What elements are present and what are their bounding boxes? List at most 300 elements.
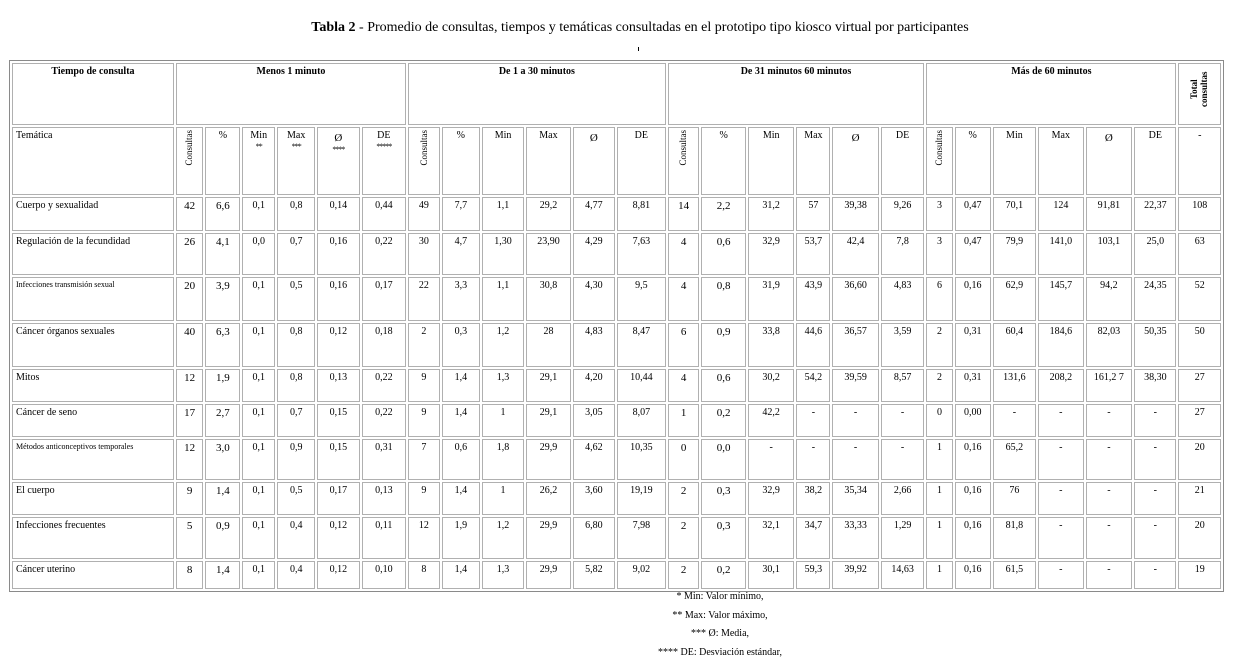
table-cell: 52 bbox=[1178, 277, 1221, 321]
footnote: ** Max: Valor máximo, bbox=[672, 609, 768, 621]
table-cell: 57 bbox=[796, 197, 830, 231]
table-cell: - bbox=[1038, 439, 1084, 480]
table-cell: 0,1 bbox=[242, 369, 275, 402]
table-cell: 1 bbox=[482, 404, 524, 437]
table-row bbox=[12, 561, 1221, 589]
table-cell: 0,17 bbox=[362, 277, 407, 321]
table-cell: 1 bbox=[926, 482, 952, 515]
table-cell: 7,7 bbox=[442, 197, 480, 231]
subheader-min-label: Min bbox=[1006, 130, 1023, 141]
header-total bbox=[1178, 63, 1221, 125]
subheader-min bbox=[482, 127, 524, 195]
row-tematica: El cuerpo bbox=[12, 482, 174, 515]
table-cell: 5 bbox=[176, 517, 204, 559]
table-cell: - bbox=[1086, 561, 1133, 589]
table-cell: 26 bbox=[176, 233, 204, 275]
table-cell: 10,44 bbox=[617, 369, 666, 402]
table-cell: 145,7 bbox=[1038, 277, 1084, 321]
table-cell: 53,7 bbox=[796, 233, 830, 275]
table-cell: 1,4 bbox=[205, 482, 240, 515]
table-cell: 2 bbox=[668, 517, 700, 559]
table-cell: 59,3 bbox=[796, 561, 830, 589]
table-cell: 19,19 bbox=[617, 482, 666, 515]
table-cell: 94,2 bbox=[1086, 277, 1133, 321]
table-cell: 4,77 bbox=[573, 197, 615, 231]
subheader-mean bbox=[573, 127, 615, 195]
header-row bbox=[12, 63, 1221, 125]
table-cell: 4,30 bbox=[573, 277, 615, 321]
table-cell: 33,33 bbox=[832, 517, 879, 559]
table-cell: 27 bbox=[1178, 369, 1221, 402]
table-cell: 65,2 bbox=[993, 439, 1036, 480]
table-cell: 124 bbox=[1038, 197, 1084, 231]
table-cell: 1,1 bbox=[482, 277, 524, 321]
table-cell: 0,1 bbox=[242, 439, 275, 480]
table-cell: 32,1 bbox=[748, 517, 795, 559]
table-cell: 1,4 bbox=[442, 369, 480, 402]
table-cell: 49 bbox=[408, 197, 440, 231]
subheader-mean bbox=[832, 127, 879, 195]
table-cell: - bbox=[1134, 482, 1176, 515]
row-tematica: Infecciones transmisión sexual bbox=[12, 277, 174, 321]
table-cell: 0,16 bbox=[317, 277, 359, 321]
table-cell: - bbox=[1086, 404, 1133, 437]
table-cell: 8,47 bbox=[617, 323, 666, 367]
table-cell: 36,57 bbox=[832, 323, 879, 367]
table-cell: 39,38 bbox=[832, 197, 879, 231]
table-cell: 0,9 bbox=[277, 439, 315, 480]
table-cell: 0,1 bbox=[242, 197, 275, 231]
table-cell: 1,3 bbox=[482, 561, 524, 589]
table-cell: - bbox=[832, 439, 879, 480]
footnote-marker: *** bbox=[291, 141, 301, 151]
table-cell: 30,1 bbox=[748, 561, 795, 589]
table-cell: 1,8 bbox=[482, 439, 524, 480]
table-cell: 81,8 bbox=[993, 517, 1036, 559]
table-cell: 0,14 bbox=[317, 197, 359, 231]
table-cell: 4 bbox=[668, 369, 700, 402]
table-cell: 0,6 bbox=[701, 233, 745, 275]
table-cell: 0,3 bbox=[442, 323, 480, 367]
table-cell: - bbox=[881, 404, 924, 437]
table-cell: 0,4 bbox=[277, 561, 315, 589]
footnote: **** DE: Desviación estándar, bbox=[657, 646, 782, 658]
table-cell: 6 bbox=[926, 277, 952, 321]
table-cell: 2 bbox=[668, 561, 700, 589]
footnote: *** Ø: Media, bbox=[690, 628, 750, 639]
table-cell: 2 bbox=[408, 323, 440, 367]
table-cell: 28 bbox=[526, 323, 570, 367]
table-cell: - bbox=[1038, 482, 1084, 515]
table-cell: 3,05 bbox=[573, 404, 615, 437]
table-cell: 36,60 bbox=[832, 277, 879, 321]
separator-mark bbox=[638, 47, 639, 51]
table-cell: 6,3 bbox=[205, 323, 240, 367]
table-cell: 30,8 bbox=[526, 277, 570, 321]
table-cell: 9 bbox=[176, 482, 204, 515]
subheader-total bbox=[1178, 127, 1221, 195]
table-cell: 0,16 bbox=[955, 517, 991, 559]
table-cell: 0,12 bbox=[317, 561, 359, 589]
table-row bbox=[12, 482, 1221, 515]
table-cell: 79,9 bbox=[993, 233, 1036, 275]
subheader-de bbox=[362, 127, 407, 195]
subheader-consultas-label: Consultas bbox=[678, 130, 689, 166]
table-cell: 0,8 bbox=[277, 369, 315, 402]
table-cell: 8 bbox=[176, 561, 204, 589]
table-cell: 4 bbox=[668, 277, 700, 321]
table-cell: 184,6 bbox=[1038, 323, 1084, 367]
table-cell: 0,31 bbox=[955, 369, 991, 402]
table-cell: 7,63 bbox=[617, 233, 666, 275]
table-cell: 0,0 bbox=[701, 439, 745, 480]
subheader-pct bbox=[205, 127, 240, 195]
table-cell: 4,7 bbox=[442, 233, 480, 275]
header-tiempo: Tiempo de consulta bbox=[12, 63, 174, 125]
table-cell: 2 bbox=[926, 323, 952, 367]
table-cell: 7 bbox=[408, 439, 440, 480]
table-cell: 0,1 bbox=[242, 561, 275, 589]
subheader-max-label: Max bbox=[287, 130, 306, 141]
table-cell: 0,00 bbox=[955, 404, 991, 437]
table-cell: 39,92 bbox=[832, 561, 879, 589]
table-cell: 2 bbox=[926, 369, 952, 402]
table-cell: 0,22 bbox=[362, 233, 407, 275]
header-group-4: Más de 60 minutos bbox=[926, 63, 1176, 125]
table-cell: 3,59 bbox=[881, 323, 924, 367]
table-title-text: - Promedio de consultas, tiempos y temáticas consultadas en el prototipo tipo kiosco virtual por participantes bbox=[355, 20, 969, 35]
subheader-tematica: Temática bbox=[12, 127, 174, 195]
table-cell: 1,2 bbox=[482, 517, 524, 559]
footnotes bbox=[560, 588, 880, 662]
mean-symbol: Ø bbox=[589, 132, 598, 144]
header-group-2: De 1 a 30 minutos bbox=[408, 63, 666, 125]
table-cell: 0,8 bbox=[701, 277, 745, 321]
table-cell: 19 bbox=[1178, 561, 1221, 589]
table-cell: 76 bbox=[993, 482, 1036, 515]
table-cell: 91,81 bbox=[1086, 197, 1133, 231]
table-cell: 0,16 bbox=[955, 561, 991, 589]
table-cell: 1,4 bbox=[205, 561, 240, 589]
table-cell: 4,20 bbox=[573, 369, 615, 402]
mean-symbol: Ø bbox=[1104, 132, 1113, 144]
table-cell: 9,02 bbox=[617, 561, 666, 589]
subheader-min-label: Min bbox=[762, 130, 780, 141]
table-cell: 0,1 bbox=[242, 323, 275, 367]
table-row bbox=[12, 233, 1221, 275]
table-cell: 42,4 bbox=[832, 233, 879, 275]
subheader-de bbox=[617, 127, 666, 195]
table-cell: 1,9 bbox=[205, 369, 240, 402]
table-cell: 9 bbox=[408, 404, 440, 437]
table-cell: 0,4 bbox=[277, 517, 315, 559]
table-cell: 7,98 bbox=[617, 517, 666, 559]
table-cell: 32,9 bbox=[748, 482, 795, 515]
subheader-consultas bbox=[408, 127, 440, 195]
row-tematica: Cuerpo y sexualidad bbox=[12, 197, 174, 231]
table-cell: 82,03 bbox=[1086, 323, 1133, 367]
subheader-pct-label: % bbox=[719, 130, 728, 141]
table-cell: 9 bbox=[408, 369, 440, 402]
header-group-1: Menos 1 minuto bbox=[176, 63, 406, 125]
table-cell: 8 bbox=[408, 561, 440, 589]
table-cell: 38,30 bbox=[1134, 369, 1176, 402]
table-cell: 1,4 bbox=[442, 482, 480, 515]
subheader-max-label: Max bbox=[804, 130, 823, 141]
subheader-max-label: Max bbox=[1051, 130, 1070, 141]
row-tematica: Regulación de la fecundidad bbox=[12, 233, 174, 275]
table-cell: 14 bbox=[668, 197, 700, 231]
subheader-min bbox=[748, 127, 795, 195]
subheader-de-label: DE bbox=[1148, 130, 1162, 141]
table-cell: - bbox=[1038, 404, 1084, 437]
table-cell: 9,5 bbox=[617, 277, 666, 321]
table-cell: 31,9 bbox=[748, 277, 795, 321]
table-cell: 42,2 bbox=[748, 404, 795, 437]
table-cell: 8,57 bbox=[881, 369, 924, 402]
table-cell: 38,2 bbox=[796, 482, 830, 515]
subheader-min-label: Min bbox=[250, 130, 268, 141]
table-cell: 6,6 bbox=[205, 197, 240, 231]
footnote-marker: ** bbox=[255, 141, 262, 151]
table-cell: 2,66 bbox=[881, 482, 924, 515]
table-cell: 1,4 bbox=[442, 404, 480, 437]
table-cell: 3,60 bbox=[573, 482, 615, 515]
table-cell: 24,35 bbox=[1134, 277, 1176, 321]
table-cell: 22,37 bbox=[1134, 197, 1176, 231]
table-cell: 20 bbox=[1178, 517, 1221, 559]
subheader-total-label: - bbox=[1198, 130, 1202, 141]
table-cell: 29,1 bbox=[526, 369, 570, 402]
row-tematica: Infecciones frecuentes bbox=[12, 517, 174, 559]
table-cell: 0,16 bbox=[955, 439, 991, 480]
table-cell: 4,83 bbox=[881, 277, 924, 321]
table-cell: 1,4 bbox=[442, 561, 480, 589]
table-cell: 9,26 bbox=[881, 197, 924, 231]
table-cell: 6,80 bbox=[573, 517, 615, 559]
table-row bbox=[12, 197, 1221, 231]
table-row bbox=[12, 369, 1221, 402]
table-cell: 1,9 bbox=[442, 517, 480, 559]
mean-symbol: Ø bbox=[334, 132, 343, 144]
table-cell: 0,13 bbox=[317, 369, 359, 402]
table-cell: - bbox=[796, 439, 830, 480]
table-cell: 23,90 bbox=[526, 233, 570, 275]
table-cell: 0,47 bbox=[955, 233, 991, 275]
table-cell: 1 bbox=[668, 404, 700, 437]
table-row bbox=[12, 323, 1221, 367]
footnote: * Min: Valor mínimo, bbox=[676, 591, 764, 602]
subheader-consultas bbox=[176, 127, 204, 195]
table-cell: - bbox=[748, 439, 795, 480]
table-cell: 30,2 bbox=[748, 369, 795, 402]
table-cell: 0,18 bbox=[362, 323, 407, 367]
table-cell: 31,2 bbox=[748, 197, 795, 231]
subheader-consultas-label: Consultas bbox=[418, 130, 429, 166]
subheader-max bbox=[796, 127, 830, 195]
subheader-pct-label: % bbox=[456, 130, 466, 141]
table-cell: 0,1 bbox=[242, 404, 275, 437]
table-cell: 161,2 7 bbox=[1086, 369, 1133, 402]
table-cell: 12 bbox=[176, 439, 204, 480]
table-cell: - bbox=[993, 404, 1036, 437]
table-cell: 1 bbox=[926, 439, 952, 480]
table-cell: 0,15 bbox=[317, 439, 359, 480]
table-cell: - bbox=[832, 404, 879, 437]
table-cell: - bbox=[796, 404, 830, 437]
table-cell: 108 bbox=[1178, 197, 1221, 231]
table-cell: 0,15 bbox=[317, 404, 359, 437]
table-row bbox=[12, 404, 1221, 437]
table-cell: 0,1 bbox=[242, 482, 275, 515]
table-cell: 0,31 bbox=[362, 439, 407, 480]
table-cell: 0,1 bbox=[242, 277, 275, 321]
table-cell: 29,2 bbox=[526, 197, 570, 231]
table-cell: 39,59 bbox=[832, 369, 879, 402]
table-cell: 27 bbox=[1178, 404, 1221, 437]
table-cell: 208,2 bbox=[1038, 369, 1084, 402]
table-cell: 4,1 bbox=[205, 233, 240, 275]
table-cell: 10,35 bbox=[617, 439, 666, 480]
subheader-mean bbox=[317, 127, 359, 195]
subheader-max-label: Max bbox=[539, 130, 558, 141]
table-cell: 0,8 bbox=[277, 323, 315, 367]
table-cell: 0,0 bbox=[242, 233, 275, 275]
table-cell: 9 bbox=[408, 482, 440, 515]
table-cell: 4,83 bbox=[573, 323, 615, 367]
subheader-pct bbox=[442, 127, 480, 195]
table-cell: 2,2 bbox=[701, 197, 745, 231]
table-cell: 20 bbox=[176, 277, 204, 321]
table-cell: 1,29 bbox=[881, 517, 924, 559]
table-cell: 50 bbox=[1178, 323, 1221, 367]
row-tematica: Cáncer de seno bbox=[12, 404, 174, 437]
table-cell: 62,9 bbox=[993, 277, 1036, 321]
subheader-de-label: DE bbox=[377, 130, 391, 141]
table-cell: 0,9 bbox=[701, 323, 745, 367]
table-cell: 1,3 bbox=[482, 369, 524, 402]
table-cell: 0,47 bbox=[955, 197, 991, 231]
row-tematica: Mitos bbox=[12, 369, 174, 402]
table-cell: 0,6 bbox=[701, 369, 745, 402]
table-cell: 0,12 bbox=[317, 517, 359, 559]
table-cell: 0 bbox=[926, 404, 952, 437]
table-cell: 0,3 bbox=[701, 482, 745, 515]
table-row bbox=[12, 277, 1221, 321]
table-cell: 1 bbox=[482, 482, 524, 515]
table-cell: 141,0 bbox=[1038, 233, 1084, 275]
table-cell: - bbox=[1038, 517, 1084, 559]
table-cell: 61,5 bbox=[993, 561, 1036, 589]
table-cell: 14,63 bbox=[881, 561, 924, 589]
subheader-min-label: Min bbox=[494, 130, 512, 141]
table-cell: 4,62 bbox=[573, 439, 615, 480]
table-cell: 131,6 bbox=[993, 369, 1036, 402]
table-cell: 70,1 bbox=[993, 197, 1036, 231]
table-cell: 1,30 bbox=[482, 233, 524, 275]
table-cell: 0,17 bbox=[317, 482, 359, 515]
table-cell: 1,2 bbox=[482, 323, 524, 367]
table-cell: - bbox=[1086, 439, 1133, 480]
table-cell: - bbox=[1086, 517, 1133, 559]
table-cell: 2,7 bbox=[205, 404, 240, 437]
table-cell: 0,16 bbox=[317, 233, 359, 275]
footnote-marker: ***** bbox=[376, 141, 392, 151]
table-cell: 22 bbox=[408, 277, 440, 321]
table-cell: 60,4 bbox=[993, 323, 1036, 367]
table-cell: 0,2 bbox=[701, 404, 745, 437]
table-cell: 29,9 bbox=[526, 517, 570, 559]
table-cell: 0,44 bbox=[362, 197, 407, 231]
table-cell: 63 bbox=[1178, 233, 1221, 275]
table-cell: 3,9 bbox=[205, 277, 240, 321]
table-cell: 29,1 bbox=[526, 404, 570, 437]
subheader-row bbox=[12, 127, 1221, 195]
table-cell: - bbox=[1038, 561, 1084, 589]
table-cell: 0,31 bbox=[955, 323, 991, 367]
table-cell: - bbox=[881, 439, 924, 480]
table-cell: 0,2 bbox=[701, 561, 745, 589]
table-cell: - bbox=[1134, 439, 1176, 480]
subheader-de bbox=[1134, 127, 1176, 195]
data-table bbox=[9, 60, 1224, 592]
table-cell: 21 bbox=[1178, 482, 1221, 515]
table-cell: 26,2 bbox=[526, 482, 570, 515]
table-cell: 0,3 bbox=[701, 517, 745, 559]
footnote-marker: **** bbox=[332, 144, 345, 154]
table-cell: 40 bbox=[176, 323, 204, 367]
table-cell: 0,5 bbox=[277, 482, 315, 515]
row-tematica: Cáncer órganos sexuales bbox=[12, 323, 174, 367]
subheader-consultas-label: Consultas bbox=[184, 130, 195, 166]
row-tematica: Métodos anticonceptivos temporales bbox=[12, 439, 174, 480]
table-title bbox=[0, 20, 1233, 36]
table-cell: 29,9 bbox=[526, 561, 570, 589]
subheader-min bbox=[242, 127, 275, 195]
table-cell: 3,3 bbox=[442, 277, 480, 321]
table-cell: 8,81 bbox=[617, 197, 666, 231]
mean-symbol: Ø bbox=[851, 132, 860, 144]
table-cell: 1 bbox=[926, 517, 952, 559]
subheader-mean bbox=[1086, 127, 1133, 195]
table-cell: 32,9 bbox=[748, 233, 795, 275]
table-cell: 0,1 bbox=[242, 517, 275, 559]
table-cell: 33,8 bbox=[748, 323, 795, 367]
table-cell: 0,6 bbox=[442, 439, 480, 480]
table-cell: 4,29 bbox=[573, 233, 615, 275]
table-cell: 6 bbox=[668, 323, 700, 367]
subheader-min bbox=[993, 127, 1036, 195]
header-total-label: Total consultas bbox=[1188, 71, 1209, 107]
subheader-de bbox=[881, 127, 924, 195]
header-group-3: De 31 minutos 60 minutos bbox=[668, 63, 925, 125]
table-row bbox=[12, 517, 1221, 559]
table-cell: 0,13 bbox=[362, 482, 407, 515]
table-cell: 54,2 bbox=[796, 369, 830, 402]
table-cell: 17 bbox=[176, 404, 204, 437]
table-cell: 30 bbox=[408, 233, 440, 275]
table-row bbox=[12, 439, 1221, 480]
table-cell: 5,82 bbox=[573, 561, 615, 589]
table-cell: - bbox=[1134, 404, 1176, 437]
subheader-pct bbox=[955, 127, 991, 195]
table-cell: 20 bbox=[1178, 439, 1221, 480]
table-cell: 103,1 bbox=[1086, 233, 1133, 275]
subheader-max bbox=[277, 127, 315, 195]
subheader-de-label: DE bbox=[634, 130, 649, 141]
table-cell: 1,1 bbox=[482, 197, 524, 231]
table-cell: 34,7 bbox=[796, 517, 830, 559]
